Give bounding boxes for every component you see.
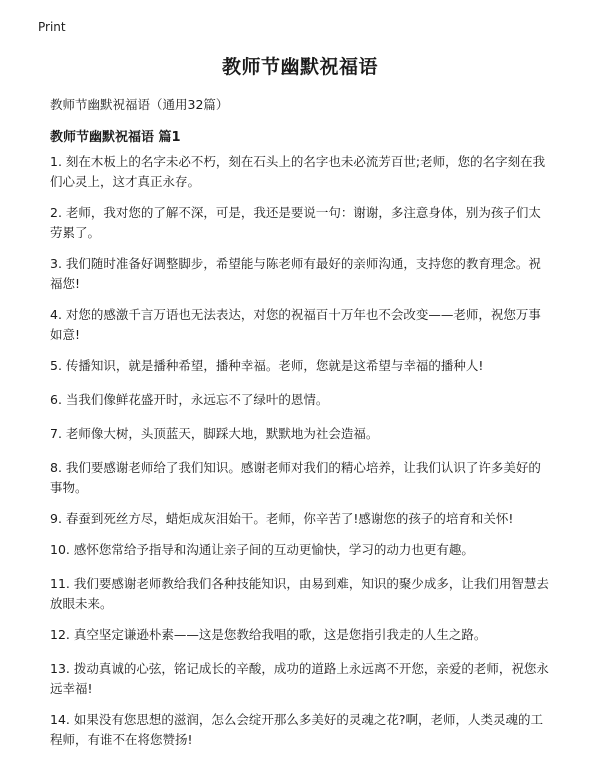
list-item: 9. 春蚕到死丝方尽，蜡炬成灰泪始干。老师，你辛苦了!感谢您的孩子的培育和关怀! [50, 511, 514, 526]
list-item: 3. 我们随时准备好调整脚步，希望能与陈老师有最好的亲师沟通，支持您的教育理念。祝福您! [50, 256, 541, 291]
list-item: 11. 我们要感谢老师教给我们各种技能知识，由易到难，知识的聚少成多，让我们用智慧去放眼未来。 [50, 576, 549, 611]
page-title: 教师节幽默祝福语 [221, 56, 378, 78]
list-item: 4. 对您的感激千言万语也无法表达，对您的祝福百十万年也不会改变——老师，祝您万事如意! [50, 307, 541, 342]
list-item: 10. 感怀您常给予指导和沟通让亲子间的互动更愉快，学习的动力也更有趣。 [50, 542, 474, 557]
wish-list [50, 152, 550, 761]
section-heading: 教师节幽默祝福语 篇1 [50, 130, 181, 145]
document-subtitle: 教师节幽默祝福语（通用32篇） [50, 97, 229, 112]
list-item: 7. 老师像大树，头顶蓝天，脚踩大地，默默地为社会造福。 [50, 426, 379, 441]
list-item: 13. 拨动真诚的心弦，铭记成长的辛酸，成功的道路上永远离不开您，亲爱的老师，祝您永远幸福! [50, 661, 549, 696]
list-item: 12. 真空坚定谦逊朴素——这是您教给我唱的歌，这是您指引我走的人生之路。 [50, 627, 487, 642]
list-item: 6. 当我们像鲜花盛开时，永远忘不了绿叶的恩情。 [50, 392, 329, 407]
list-item: 14. 如果没有您思想的滋润，怎么会绽开那么多美好的灵魂之花?啊，老师，人类灵魂的工程师，有谁不在将您赞扬! [50, 712, 543, 747]
list-item: 5. 传播知识，就是播种希望，播种幸福。老师，您就是这希望与幸福的播种人! [50, 358, 484, 373]
print-link[interactable]: Print [38, 20, 66, 34]
list-item: 8. 我们要感谢老师给了我们知识。感谢老师对我们的精心培养，让我们认识了许多美好的事物。 [50, 460, 541, 495]
list-item: 2. 老师，我对您的了解不深，可是，我还是要说一句：谢谢，多注意身体，别为孩子们太劳累了。 [50, 205, 541, 240]
list-item: 1. 刻在木板上的名字未必不朽，刻在石头上的名字也未必流芳百世;老师，您的名字刻在我们心灵上，这才真正永存。 [50, 154, 546, 189]
